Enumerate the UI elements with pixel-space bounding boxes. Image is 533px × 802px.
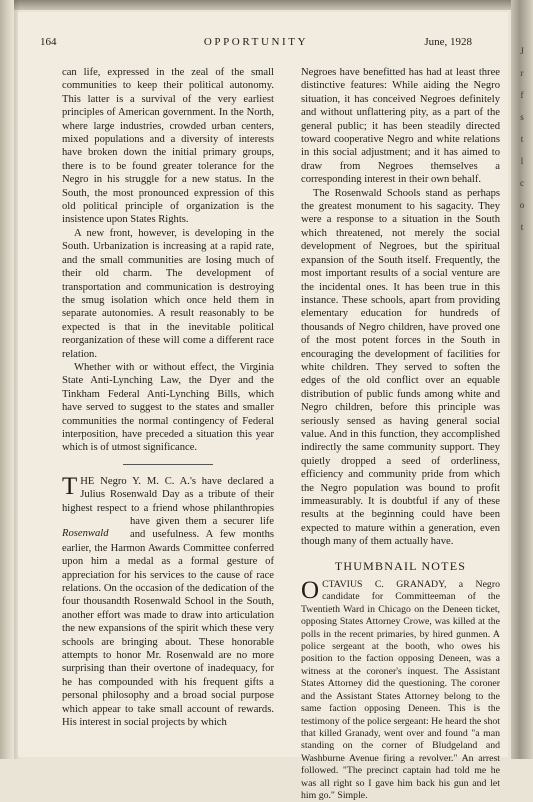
- edge-mark: s: [520, 112, 524, 122]
- facing-page-marks: [513, 40, 531, 238]
- rosenwald-editorial: [62, 472, 275, 730]
- note-body: CTAVIUS C. GRANADY, a Negro candidate for Committeeman of the Twentieth Ward in Chicago on the Deneen ticket, opposing States Attorney Crowe, was killed at the polls in the recent primaries, by hired gunmen. A police sergeant at the booth, who owes his position to the faction opposing Deneen, was a witness at the coroner's inquest. The Assistant States Attorney did the questioning. The coroner and the Assistant States Attorney belong to the same faction opposing Deneen. This is the testimony of the police sergeant: He heard the shot that killed Granady, went over and found "a man standing on the corner of Bludgeland and Washburne Avenue firing a revolver." An arrest followed. "The precinct captain had told me he was all right so I gave him back his gun and let him go." Simple.: [301, 579, 500, 801]
- edge-mark: t: [520, 222, 524, 232]
- journal-title: OPPORTUNITY: [203, 36, 309, 48]
- edge-mark: o: [519, 200, 525, 210]
- paragraph: The Rosenwald Schools stand as perhaps the greatest monument to his sagacity. They were a response to a situation in the South which threatened, not merely the social development of Negroes, but the spiritual expansion of the South itself. Frequently, the most important results of a social venture are the incidental ones. It has been true in this instance. These schools, apart from providing elementary education for hundreds of thousands of Negro children, have proved one of the most potent forces in the South in encouraging the development of facilities for white children. They served to soften the edges of the old conflict over an equable distribution of public funds among white and Negro children, before this principle was seriously sensed as having general social value. And in this function, they accomplished indirectly the same community support. They quietly dropped a seed of orderliness, efficiency and community pride from which the Negro population was bound to profit immeasurably. It is doubtful if any of these results at the beginning could have been expected to mature within a generation, even though many of them actually have.: [301, 187, 500, 548]
- thumbnail-note: [301, 579, 500, 802]
- running-header: [40, 36, 472, 52]
- left-column: [62, 66, 274, 730]
- editorial-body: them a securer life and usefulness. A few months earlier, the Harmon Awards Committee conferred upon him a medal as a formal gesture of appreciation for his services to the cause of race relations. On the occasion of the dedication of the four thousandth Rosenwald School in the South, another effort was made to draw into articulation the new expansions of the spirit which these very schools are bringing about. These honorable attempts to honor Mr. Rosenwald are no more surprising than their overtone of inadequacy, for he has compounded with his frequent gifts a personal philosophy and a broad social purpose which appear to take small account of rewards. His interest in social projects by which: [62, 516, 275, 729]
- right-column: [301, 66, 500, 802]
- drop-cap: T: [62, 472, 78, 500]
- editorial-side-title: Rosenwald: [62, 528, 109, 539]
- page-top-shadow: [0, 0, 533, 10]
- book-binding-edge: [0, 0, 14, 759]
- edge-mark: f: [520, 90, 524, 100]
- drop-cap: O: [301, 577, 320, 605]
- edge-mark: c: [520, 178, 524, 188]
- edge-mark: r: [520, 68, 524, 78]
- edge-mark: J: [520, 46, 524, 56]
- facing-page-edge: [511, 0, 533, 759]
- editorial-lead: HE Negro Y. M. C. A.'s have declared a Julius Rosenwald Day as a tribute of their highest respect to a friend whose philanthropies have given: [62, 475, 274, 527]
- paragraph: Whether with or without effect, the Virginia State Anti-Lynching Law, the Dyer and the Tinkham Federal Anti-Lynching Bills, which have served to suggest to the states and smaller communities the normal contingency of Federal interposition, have preceded a situation this year which is of utmost significance.: [62, 361, 274, 454]
- thumbnail-notes-heading: THUMBNAIL NOTES: [334, 558, 467, 573]
- edge-mark: l: [520, 156, 524, 166]
- section-divider: [123, 464, 213, 465]
- page-number: 164: [40, 36, 57, 48]
- paragraph: can life, expressed in the zeal of the small communities to keep their political autonomy. This latter is a survival of the very earliest principles of American government. In the North, where large industries, crowded urban centers, mixed populations and a diversity of interests have broken down the initial primary groups, there is to be found greater tolerance for the Negro in his struggle for a new status. In the South, the most pronounced expression of this old political principle of organization is the insistence upon States Rights.: [62, 67, 274, 226]
- paragraph: A new front, however, is developing in the South. Urbanization is increasing at a rapid rate, and the small communities are losing much of their old charm. The development of transportation and communication is destroying the smug isolation which once held them in separate autonomies. A result reasonably to be expected is that in the inevitable political reorganization of these will come a different race relation.: [62, 227, 274, 360]
- edge-mark: t: [520, 134, 524, 144]
- paragraph: Negroes have benefitted has had at least three distinctive features: While aiding the Negro situation, it has conceived Negroes definitely and without unflattering pity, as a part of the general public; it has been steadily directed toward cooperative Negro and white relations in this social adjustment; and it has aimed to draw from Negroes themselves a corresponding interest in their own behalf.: [301, 67, 500, 186]
- issue-date: June, 1928: [424, 36, 472, 48]
